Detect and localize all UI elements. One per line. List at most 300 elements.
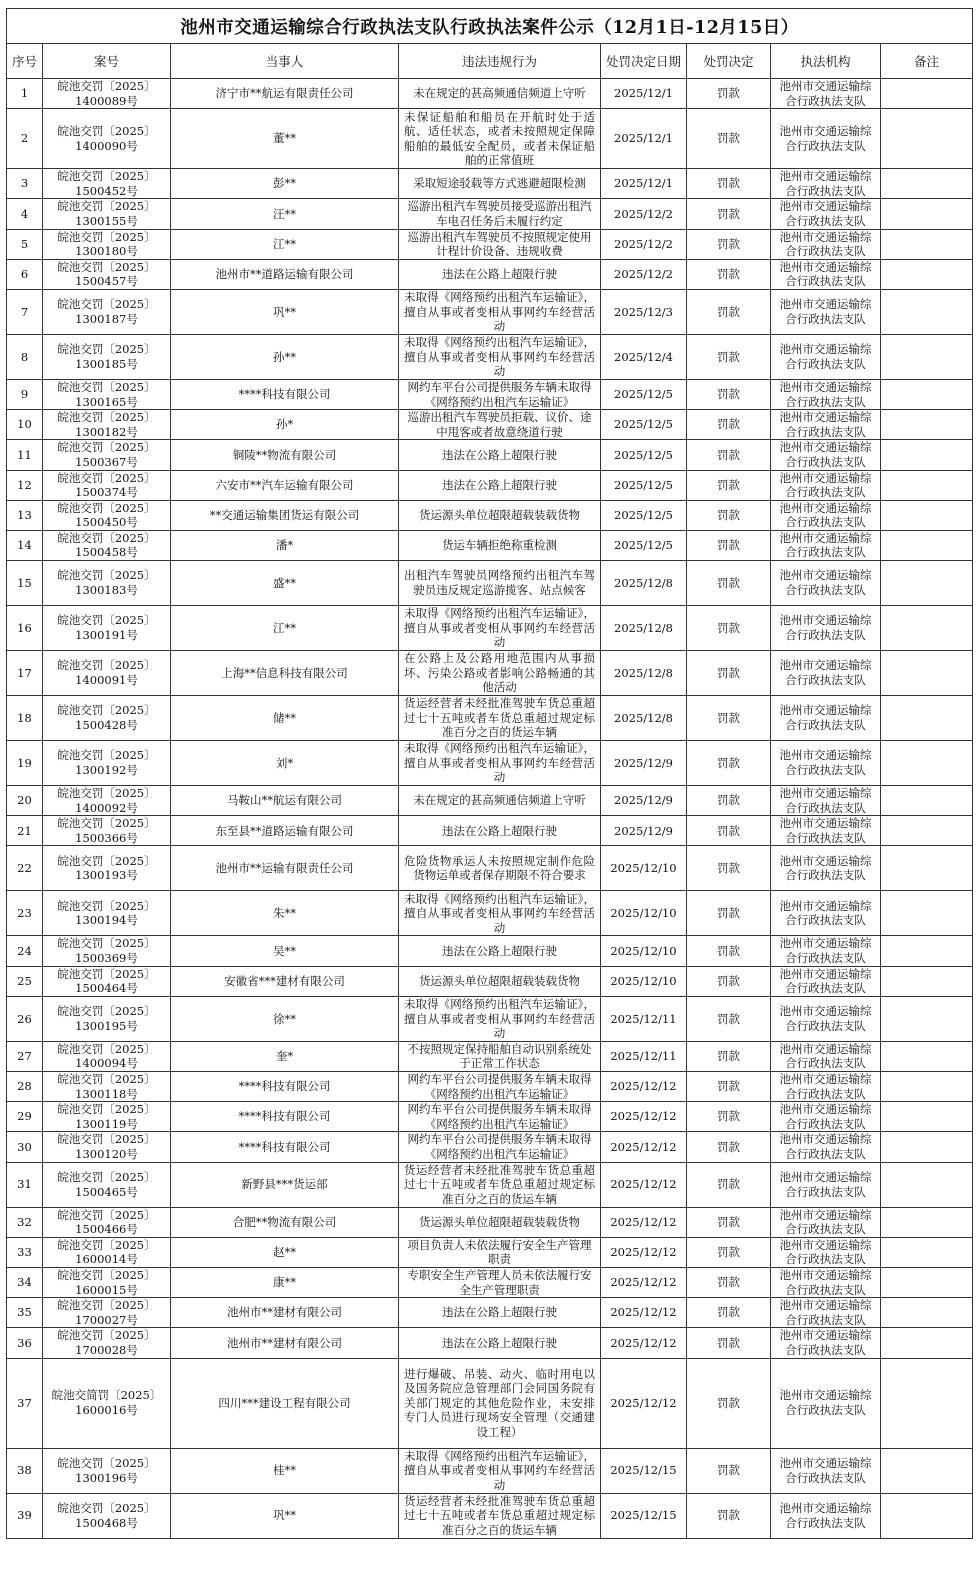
decision-type-cell: 罚款 xyxy=(687,109,771,169)
party-name-cell: 刘* xyxy=(171,741,399,786)
party-name-cell: ****科技有限公司 xyxy=(171,1132,399,1162)
row-number-cell: 16 xyxy=(7,606,43,651)
row-number-cell: 31 xyxy=(7,1162,43,1207)
remarks-cell xyxy=(881,410,973,440)
violation-description-cell: 货运源头单位超限超载装载货物 xyxy=(399,500,601,530)
party-name-cell: 巩** xyxy=(171,289,399,334)
case-number-cell: 皖池交罚〔2025〕1500466号 xyxy=(43,1207,171,1237)
decision-type-cell: 罚款 xyxy=(687,79,771,109)
case-number-cell: 皖池交罚〔2025〕1500374号 xyxy=(43,470,171,500)
decision-type-cell: 罚款 xyxy=(687,440,771,470)
decision-type-cell: 罚款 xyxy=(687,379,771,409)
header-party: 当事人 xyxy=(171,44,399,79)
remarks-cell xyxy=(881,199,973,229)
enforcement-org-cell: 池州市交通运输综合行政执法支队 xyxy=(771,109,881,169)
case-number-cell: 皖池交罚〔2025〕1500457号 xyxy=(43,259,171,289)
table-row xyxy=(7,1358,973,1448)
violation-description-cell: 未取得《网络预约出租汽车运输证》，擅自从事或者变相从事网约车经营活动 xyxy=(399,334,601,379)
party-name-cell: 巩** xyxy=(171,1493,399,1538)
header-remarks: 备注 xyxy=(881,44,973,79)
remarks-cell xyxy=(881,741,973,786)
case-number-cell: 皖池交简罚〔2025〕1600016号 xyxy=(43,1358,171,1448)
violation-description-cell: 出租汽车驾驶员网络预约出租汽车驾驶员违反规定巡游揽客、站点候客 xyxy=(399,561,601,606)
decision-type-cell: 罚款 xyxy=(687,1267,771,1297)
enforcement-org-cell: 池州市交通运输综合行政执法支队 xyxy=(771,966,881,996)
violation-description-cell: 违法在公路上超限行驶 xyxy=(399,1298,601,1328)
violation-description-cell: 违法在公路上超限行驶 xyxy=(399,936,601,966)
decision-type-cell: 罚款 xyxy=(687,741,771,786)
decision-date-cell: 2025/12/2 xyxy=(601,199,687,229)
table-row xyxy=(7,1132,973,1162)
table-row xyxy=(7,199,973,229)
row-number-cell: 20 xyxy=(7,786,43,816)
decision-date-cell: 2025/12/8 xyxy=(601,696,687,741)
decision-type-cell: 罚款 xyxy=(687,530,771,560)
party-name-cell: 朱** xyxy=(171,891,399,936)
row-number-cell: 17 xyxy=(7,651,43,696)
enforcement-org-cell: 池州市交通运输综合行政执法支队 xyxy=(771,786,881,816)
enforcement-org-cell: 池州市交通运输综合行政执法支队 xyxy=(771,696,881,741)
row-number-cell: 8 xyxy=(7,334,43,379)
case-number-cell: 皖池交罚〔2025〕1500452号 xyxy=(43,169,171,199)
violation-description-cell: 货运车辆拒绝称重检测 xyxy=(399,530,601,560)
case-number-cell: 皖池交罚〔2025〕1700028号 xyxy=(43,1328,171,1358)
remarks-cell xyxy=(881,289,973,334)
table-row xyxy=(7,891,973,936)
party-name-cell: 汪** xyxy=(171,199,399,229)
remarks-cell xyxy=(881,1237,973,1267)
enforcement-org-cell: 池州市交通运输综合行政执法支队 xyxy=(771,1102,881,1132)
decision-date-cell: 2025/12/2 xyxy=(601,229,687,259)
decision-date-cell: 2025/12/12 xyxy=(601,1237,687,1267)
party-name-cell: 东至县**道路运输有限公司 xyxy=(171,816,399,846)
case-number-cell: 皖池交罚〔2025〕1300118号 xyxy=(43,1072,171,1102)
decision-date-cell: 2025/12/5 xyxy=(601,530,687,560)
case-number-cell: 皖池交罚〔2025〕1300187号 xyxy=(43,289,171,334)
party-name-cell: ****科技有限公司 xyxy=(171,1072,399,1102)
table-row xyxy=(7,470,973,500)
remarks-cell xyxy=(881,696,973,741)
violation-description-cell: 不按照规定保持船舶自动识别系统处于正常工作状态 xyxy=(399,1041,601,1071)
table-row xyxy=(7,1448,973,1493)
case-number-cell: 皖池交罚〔2025〕1400091号 xyxy=(43,651,171,696)
table-row xyxy=(7,936,973,966)
party-name-cell: 池州市**道路运输有限公司 xyxy=(171,259,399,289)
decision-date-cell: 2025/12/12 xyxy=(601,1358,687,1448)
decision-date-cell: 2025/12/11 xyxy=(601,996,687,1041)
violation-description-cell: 违法在公路上超限行驶 xyxy=(399,440,601,470)
party-name-cell: 桂** xyxy=(171,1448,399,1493)
table-row xyxy=(7,109,973,169)
enforcement-org-cell: 池州市交通运输综合行政执法支队 xyxy=(771,289,881,334)
decision-type-cell: 罚款 xyxy=(687,651,771,696)
violation-description-cell: 未取得《网络预约出租汽车运输证》，擅自从事或者变相从事网约车经营活动 xyxy=(399,741,601,786)
row-number-cell: 39 xyxy=(7,1493,43,1538)
row-number-cell: 1 xyxy=(7,79,43,109)
row-number-cell: 26 xyxy=(7,996,43,1041)
case-number-cell: 皖池交罚〔2025〕1500465号 xyxy=(43,1162,171,1207)
remarks-cell xyxy=(881,109,973,169)
decision-type-cell: 罚款 xyxy=(687,259,771,289)
header-decision-date: 处罚决定日期 xyxy=(601,44,687,79)
row-number-cell: 2 xyxy=(7,109,43,169)
decision-date-cell: 2025/12/5 xyxy=(601,379,687,409)
party-name-cell: 池州市**建材有限公司 xyxy=(171,1328,399,1358)
violation-description-cell: 货运经营者未经批准驾驶车货总重超过七十五吨或者车货总重超过规定标准百分之百的货运车辆 xyxy=(399,1493,601,1538)
remarks-cell xyxy=(881,1132,973,1162)
decision-date-cell: 2025/12/12 xyxy=(601,1072,687,1102)
decision-type-cell: 罚款 xyxy=(687,1448,771,1493)
enforcement-org-cell: 池州市交通运输综合行政执法支队 xyxy=(771,741,881,786)
case-number-cell: 皖池交罚〔2025〕1300180号 xyxy=(43,229,171,259)
enforcement-org-cell: 池州市交通运输综合行政执法支队 xyxy=(771,846,881,891)
remarks-cell xyxy=(881,936,973,966)
row-number-cell: 4 xyxy=(7,199,43,229)
case-number-cell: 皖池交罚〔2025〕1300165号 xyxy=(43,379,171,409)
party-name-cell: 吴** xyxy=(171,936,399,966)
table-row xyxy=(7,169,973,199)
decision-type-cell: 罚款 xyxy=(687,846,771,891)
row-number-cell: 27 xyxy=(7,1041,43,1071)
decision-type-cell: 罚款 xyxy=(687,334,771,379)
row-number-cell: 33 xyxy=(7,1237,43,1267)
enforcement-org-cell: 池州市交通运输综合行政执法支队 xyxy=(771,440,881,470)
table-row xyxy=(7,966,973,996)
decision-type-cell: 罚款 xyxy=(687,606,771,651)
case-number-cell: 皖池交罚〔2025〕1500369号 xyxy=(43,936,171,966)
decision-date-cell: 2025/12/4 xyxy=(601,334,687,379)
violation-description-cell: 进行爆破、吊装、动火、临时用电以及国务院应急管理部门会同国务院有关部门规定的其他危险作业，未安排专门人员进行现场安全管理（交通建设工程） xyxy=(399,1358,601,1448)
enforcement-org-cell: 池州市交通运输综合行政执法支队 xyxy=(771,199,881,229)
decision-type-cell: 罚款 xyxy=(687,229,771,259)
header-case-number: 案号 xyxy=(43,44,171,79)
enforcement-org-cell: 池州市交通运输综合行政执法支队 xyxy=(771,1448,881,1493)
table-row xyxy=(7,741,973,786)
party-name-cell: ****科技有限公司 xyxy=(171,1102,399,1132)
row-number-cell: 21 xyxy=(7,816,43,846)
violation-description-cell: 巡游出租汽车驾驶员不按照规定使用计程计价设备、违规收费 xyxy=(399,229,601,259)
decision-type-cell: 罚款 xyxy=(687,966,771,996)
violation-description-cell: 巡游出租汽车驾驶员拒载、议价、途中甩客或者故意绕道行驶 xyxy=(399,410,601,440)
violation-description-cell: 网约车平台公司提供服务车辆未取得《网络预约出租汽车运输证》 xyxy=(399,1102,601,1132)
party-name-cell: ****科技有限公司 xyxy=(171,379,399,409)
case-number-cell: 皖池交罚〔2025〕1300185号 xyxy=(43,334,171,379)
row-number-cell: 22 xyxy=(7,846,43,891)
party-name-cell: 四川***建设工程有限公司 xyxy=(171,1358,399,1448)
violation-description-cell: 违法在公路上超限行驶 xyxy=(399,470,601,500)
row-number-cell: 32 xyxy=(7,1207,43,1237)
header-violation: 违法违规行为 xyxy=(399,44,601,79)
row-number-cell: 24 xyxy=(7,936,43,966)
decision-type-cell: 罚款 xyxy=(687,1298,771,1328)
table-row xyxy=(7,846,973,891)
enforcement-org-cell: 池州市交通运输综合行政执法支队 xyxy=(771,334,881,379)
remarks-cell xyxy=(881,651,973,696)
page-title: 池州市交通运输综合行政执法支队行政执法案件公示（12月1日-12月15日） xyxy=(7,9,973,44)
remarks-cell xyxy=(881,966,973,996)
enforcement-org-cell: 池州市交通运输综合行政执法支队 xyxy=(771,379,881,409)
row-number-cell: 18 xyxy=(7,696,43,741)
table-row xyxy=(7,606,973,651)
decision-date-cell: 2025/12/15 xyxy=(601,1493,687,1538)
enforcement-org-cell: 池州市交通运输综合行政执法支队 xyxy=(771,1162,881,1207)
decision-date-cell: 2025/12/5 xyxy=(601,500,687,530)
decision-date-cell: 2025/12/10 xyxy=(601,936,687,966)
violation-description-cell: 货运源头单位超限超载装载货物 xyxy=(399,1207,601,1237)
party-name-cell: 奎* xyxy=(171,1041,399,1071)
party-name-cell: 彭** xyxy=(171,169,399,199)
table-row xyxy=(7,79,973,109)
remarks-cell xyxy=(881,169,973,199)
violation-description-cell: 未在规定的甚高频通信频道上守听 xyxy=(399,786,601,816)
remarks-cell xyxy=(881,500,973,530)
remarks-cell xyxy=(881,1298,973,1328)
decision-date-cell: 2025/12/5 xyxy=(601,440,687,470)
party-name-cell: 潘* xyxy=(171,530,399,560)
decision-date-cell: 2025/12/12 xyxy=(601,1132,687,1162)
enforcement-org-cell: 池州市交通运输综合行政执法支队 xyxy=(771,1298,881,1328)
case-number-cell: 皖池交罚〔2025〕1300183号 xyxy=(43,561,171,606)
table-row xyxy=(7,1207,973,1237)
violation-description-cell: 货运经营者未经批准驾驶车货总重超过七十五吨或者车货总重超过规定标准百分之百的货运车辆 xyxy=(399,696,601,741)
remarks-cell xyxy=(881,846,973,891)
row-number-cell: 34 xyxy=(7,1267,43,1297)
enforcement-org-cell: 池州市交通运输综合行政执法支队 xyxy=(771,816,881,846)
decision-date-cell: 2025/12/5 xyxy=(601,470,687,500)
remarks-cell xyxy=(881,1102,973,1132)
violation-description-cell: 未取得《网络预约出租汽车运输证》，擅自从事或者变相从事网约车经营活动 xyxy=(399,891,601,936)
violation-description-cell: 网约车平台公司提供服务车辆未取得《网络预约出租汽车运输证》 xyxy=(399,1072,601,1102)
party-name-cell: 康** xyxy=(171,1267,399,1297)
remarks-cell xyxy=(881,440,973,470)
party-name-cell: 池州市**运输有限责任公司 xyxy=(171,846,399,891)
table-row xyxy=(7,816,973,846)
violation-description-cell: 网约车平台公司提供服务车辆未取得《网络预约出租汽车运输证》 xyxy=(399,379,601,409)
party-name-cell: 江** xyxy=(171,229,399,259)
decision-type-cell: 罚款 xyxy=(687,169,771,199)
table-row xyxy=(7,440,973,470)
party-name-cell: 马鞍山**航运有限公司 xyxy=(171,786,399,816)
enforcement-org-cell: 池州市交通运输综合行政执法支队 xyxy=(771,530,881,560)
row-number-cell: 12 xyxy=(7,470,43,500)
remarks-cell xyxy=(881,606,973,651)
remarks-cell xyxy=(881,1162,973,1207)
party-name-cell: 济宁市**航运有限责任公司 xyxy=(171,79,399,109)
enforcement-org-cell: 池州市交通运输综合行政执法支队 xyxy=(771,1328,881,1358)
enforcement-org-cell: 池州市交通运输综合行政执法支队 xyxy=(771,1132,881,1162)
remarks-cell xyxy=(881,891,973,936)
table-row xyxy=(7,289,973,334)
party-name-cell: 铜陵**物流有限公司 xyxy=(171,440,399,470)
case-number-cell: 皖池交罚〔2025〕1300195号 xyxy=(43,996,171,1041)
decision-type-cell: 罚款 xyxy=(687,936,771,966)
remarks-cell xyxy=(881,1328,973,1358)
remarks-cell xyxy=(881,1448,973,1493)
case-number-cell: 皖池交罚〔2025〕1300196号 xyxy=(43,1448,171,1493)
decision-date-cell: 2025/12/8 xyxy=(601,606,687,651)
row-number-cell: 37 xyxy=(7,1358,43,1448)
violation-description-cell: 货运经营者未经批准驾驶车货总重超过七十五吨或者车货总重超过规定标准百分之百的货运车辆 xyxy=(399,1162,601,1207)
remarks-cell xyxy=(881,1041,973,1071)
table-row xyxy=(7,996,973,1041)
table-row xyxy=(7,1298,973,1328)
case-number-cell: 皖池交罚〔2025〕1300192号 xyxy=(43,741,171,786)
violation-description-cell: 网约车平台公司提供服务车辆未取得《网络预约出租汽车运输证》 xyxy=(399,1132,601,1162)
violation-description-cell: 危险货物承运人未按照规定制作危险货物运单或者保存期限不符合要求 xyxy=(399,846,601,891)
table-row xyxy=(7,410,973,440)
row-number-cell: 11 xyxy=(7,440,43,470)
party-name-cell: 六安市**汽车运输有限公司 xyxy=(171,470,399,500)
case-number-cell: 皖池交罚〔2025〕1400089号 xyxy=(43,79,171,109)
table-row xyxy=(7,500,973,530)
header-decision: 处罚决定 xyxy=(687,44,771,79)
violation-description-cell: 未取得《网络预约出租汽车运输证》，擅自从事或者变相从事网约车经营活动 xyxy=(399,289,601,334)
party-name-cell: 赵** xyxy=(171,1237,399,1267)
table-row xyxy=(7,1237,973,1267)
party-name-cell: 孙** xyxy=(171,334,399,379)
table-row xyxy=(7,1102,973,1132)
violation-description-cell: 项目负责人未依法履行安全生产管理职责 xyxy=(399,1237,601,1267)
party-name-cell: 江** xyxy=(171,606,399,651)
decision-type-cell: 罚款 xyxy=(687,891,771,936)
decision-date-cell: 2025/12/11 xyxy=(601,1041,687,1071)
enforcement-org-cell: 池州市交通运输综合行政执法支队 xyxy=(771,606,881,651)
case-number-cell: 皖池交罚〔2025〕1300182号 xyxy=(43,410,171,440)
row-number-cell: 35 xyxy=(7,1298,43,1328)
decision-type-cell: 罚款 xyxy=(687,1207,771,1237)
decision-date-cell: 2025/12/5 xyxy=(601,410,687,440)
violation-description-cell: 未保证船舶和船员在开航时处于适航、适任状态，或者未按照规定保障船舶的最低安全配员，或者未保证船舶的正常值班 xyxy=(399,109,601,169)
decision-date-cell: 2025/12/10 xyxy=(601,846,687,891)
decision-type-cell: 罚款 xyxy=(687,410,771,440)
decision-date-cell: 2025/12/9 xyxy=(601,741,687,786)
decision-type-cell: 罚款 xyxy=(687,1162,771,1207)
decision-type-cell: 罚款 xyxy=(687,199,771,229)
remarks-cell xyxy=(881,334,973,379)
case-number-cell: 皖池交罚〔2025〕1500428号 xyxy=(43,696,171,741)
decision-date-cell: 2025/12/8 xyxy=(601,651,687,696)
decision-type-cell: 罚款 xyxy=(687,786,771,816)
decision-date-cell: 2025/12/1 xyxy=(601,169,687,199)
row-number-cell: 28 xyxy=(7,1072,43,1102)
decision-date-cell: 2025/12/12 xyxy=(601,1328,687,1358)
table-row xyxy=(7,1162,973,1207)
party-name-cell: 新野县***货运部 xyxy=(171,1162,399,1207)
decision-date-cell: 2025/12/9 xyxy=(601,816,687,846)
decision-type-cell: 罚款 xyxy=(687,470,771,500)
case-number-cell: 皖池交罚〔2025〕1300194号 xyxy=(43,891,171,936)
enforcement-org-cell: 池州市交通运输综合行政执法支队 xyxy=(771,1237,881,1267)
enforcement-org-cell: 池州市交通运输综合行政执法支队 xyxy=(771,229,881,259)
violation-description-cell: 货运源头单位超限超载装载货物 xyxy=(399,966,601,996)
enforcement-org-cell: 池州市交通运输综合行政执法支队 xyxy=(771,651,881,696)
case-number-cell: 皖池交罚〔2025〕1400094号 xyxy=(43,1041,171,1071)
table-row xyxy=(7,696,973,741)
decision-date-cell: 2025/12/1 xyxy=(601,109,687,169)
decision-type-cell: 罚款 xyxy=(687,996,771,1041)
decision-date-cell: 2025/12/3 xyxy=(601,289,687,334)
decision-type-cell: 罚款 xyxy=(687,1041,771,1071)
enforcement-org-cell: 池州市交通运输综合行政执法支队 xyxy=(771,1267,881,1297)
party-name-cell: 池州市**建材有限公司 xyxy=(171,1298,399,1328)
enforcement-org-cell: 池州市交通运输综合行政执法支队 xyxy=(771,500,881,530)
enforcement-org-cell: 池州市交通运输综合行政执法支队 xyxy=(771,1207,881,1237)
decision-date-cell: 2025/12/10 xyxy=(601,891,687,936)
violation-description-cell: 专职安全生产管理人员未依法履行安全生产管理职责 xyxy=(399,1267,601,1297)
case-number-cell: 皖池交罚〔2025〕1300119号 xyxy=(43,1102,171,1132)
decision-date-cell: 2025/12/15 xyxy=(601,1448,687,1493)
table-row xyxy=(7,1328,973,1358)
remarks-cell xyxy=(881,530,973,560)
remarks-cell xyxy=(881,561,973,606)
enforcement-org-cell: 池州市交通运输综合行政执法支队 xyxy=(771,1493,881,1538)
decision-type-cell: 罚款 xyxy=(687,500,771,530)
decision-type-cell: 罚款 xyxy=(687,1358,771,1448)
table-row xyxy=(7,334,973,379)
row-number-cell: 6 xyxy=(7,259,43,289)
enforcement-org-cell: 池州市交通运输综合行政执法支队 xyxy=(771,410,881,440)
enforcement-org-cell: 池州市交通运输综合行政执法支队 xyxy=(771,470,881,500)
decision-type-cell: 罚款 xyxy=(687,1102,771,1132)
remarks-cell xyxy=(881,996,973,1041)
violation-description-cell: 违法在公路上超限行驶 xyxy=(399,1328,601,1358)
decision-date-cell: 2025/12/12 xyxy=(601,1207,687,1237)
party-name-cell: 董** xyxy=(171,109,399,169)
case-number-cell: 皖池交罚〔2025〕1500464号 xyxy=(43,966,171,996)
case-number-cell: 皖池交罚〔2025〕1300191号 xyxy=(43,606,171,651)
case-number-cell: 皖池交罚〔2025〕1300120号 xyxy=(43,1132,171,1162)
decision-type-cell: 罚款 xyxy=(687,561,771,606)
table-row xyxy=(7,1041,973,1071)
case-number-cell: 皖池交罚〔2025〕1600015号 xyxy=(43,1267,171,1297)
violation-description-cell: 在公路上及公路用地范围内从事损坏、污染公路或者影响公路畅通的其他活动 xyxy=(399,651,601,696)
decision-type-cell: 罚款 xyxy=(687,696,771,741)
decision-date-cell: 2025/12/12 xyxy=(601,1267,687,1297)
party-name-cell: 盛** xyxy=(171,561,399,606)
table-row xyxy=(7,651,973,696)
party-name-cell: 孙* xyxy=(171,410,399,440)
row-number-cell: 30 xyxy=(7,1132,43,1162)
case-number-cell: 皖池交罚〔2025〕1500367号 xyxy=(43,440,171,470)
party-name-cell: 徐** xyxy=(171,996,399,1041)
header-enforcement-org: 执法机构 xyxy=(771,44,881,79)
violation-description-cell: 违法在公路上超限行驶 xyxy=(399,816,601,846)
decision-date-cell: 2025/12/12 xyxy=(601,1162,687,1207)
party-name-cell: 合肥**物流有限公司 xyxy=(171,1207,399,1237)
case-table xyxy=(6,8,973,1539)
decision-type-cell: 罚款 xyxy=(687,1493,771,1538)
table-row xyxy=(7,1072,973,1102)
remarks-cell xyxy=(881,259,973,289)
remarks-cell xyxy=(881,816,973,846)
row-number-cell: 7 xyxy=(7,289,43,334)
violation-description-cell: 巡游出租汽车驾驶员接受巡游出租汽车电召任务后未履行约定 xyxy=(399,199,601,229)
enforcement-org-cell: 池州市交通运输综合行政执法支队 xyxy=(771,1041,881,1071)
enforcement-org-cell: 池州市交通运输综合行政执法支队 xyxy=(771,561,881,606)
decision-type-cell: 罚款 xyxy=(687,1072,771,1102)
table-row xyxy=(7,786,973,816)
remarks-cell xyxy=(881,1358,973,1448)
table-row xyxy=(7,530,973,560)
row-number-cell: 15 xyxy=(7,561,43,606)
violation-description-cell: 违法在公路上超限行驶 xyxy=(399,259,601,289)
enforcement-org-cell: 池州市交通运输综合行政执法支队 xyxy=(771,936,881,966)
decision-date-cell: 2025/12/2 xyxy=(601,259,687,289)
decision-date-cell: 2025/12/10 xyxy=(601,966,687,996)
row-number-cell: 25 xyxy=(7,966,43,996)
case-number-cell: 皖池交罚〔2025〕1400092号 xyxy=(43,786,171,816)
party-name-cell: 上海**信息科技有限公司 xyxy=(171,651,399,696)
